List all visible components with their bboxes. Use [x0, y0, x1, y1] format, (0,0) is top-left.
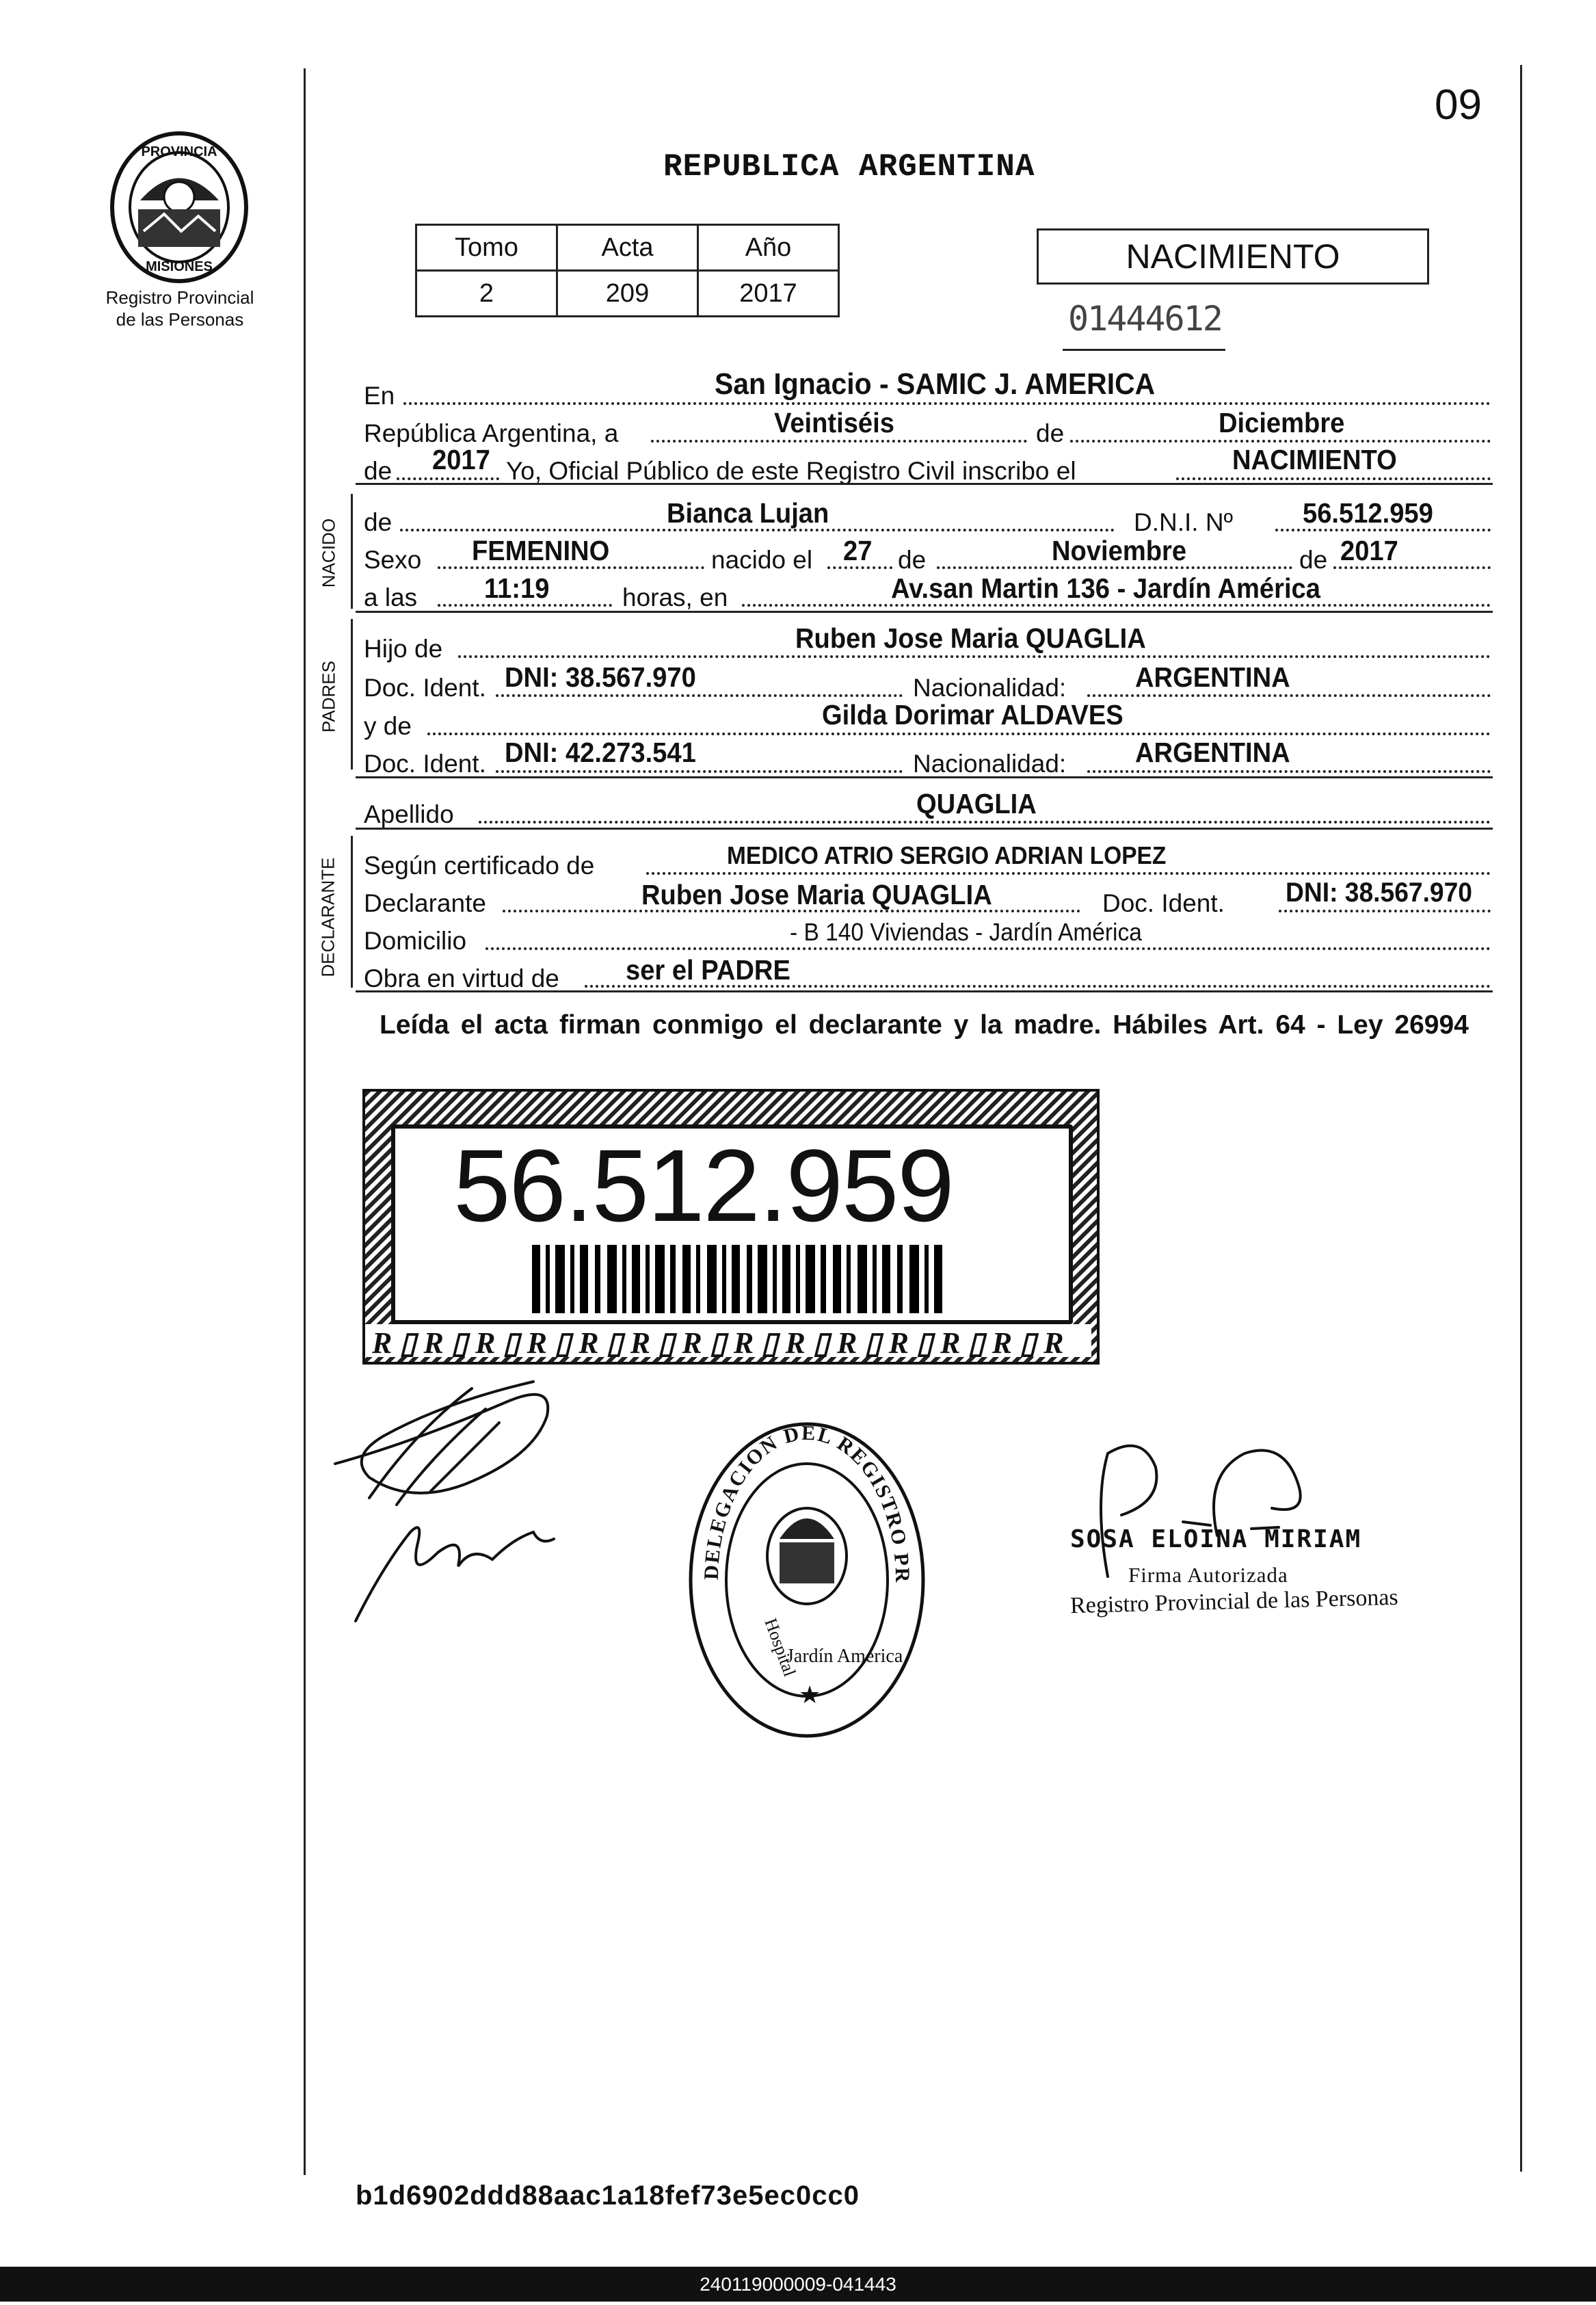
dots-doc-declarante: [1279, 910, 1491, 912]
label-declarante: Declarante: [364, 889, 486, 917]
rule-apellido: [356, 828, 1493, 830]
value-dia-nacido: 27: [843, 535, 873, 566]
svg-text:R ▯ R ▯ R ▯ R ▯ R ▯ R ▯ R ▯ R: R ▯ R ▯ R ▯ R ▯ R ▯ R ▯ R ▯ R ▯ R ▯ R ▯ R ▯ R ▯ R ▯ R: [372, 1326, 1064, 1357]
value-certificado: MEDICO ATRIO SERGIO ADRIAN LOPEZ: [727, 841, 1167, 869]
value-tomo: 2: [416, 271, 557, 317]
official-stamp: [684, 1416, 930, 1744]
label-hijo-de: Hijo de: [364, 635, 443, 663]
dots-madre: [427, 733, 1491, 735]
value-nac-madre: ARGENTINA: [1135, 737, 1290, 768]
label-certificado: Según certificado de: [364, 852, 595, 880]
label-domicilio: Domicilio: [364, 927, 467, 955]
dots-certificado: [646, 872, 1491, 875]
padres-sidebar: [351, 619, 353, 769]
page-number: 09: [1435, 81, 1482, 129]
document-hash: b1d6902ddd88aac1a18fef73e5ec0cc0: [356, 2181, 860, 2211]
dots-nac-padre: [1087, 694, 1491, 697]
dots-doc-madre: [496, 770, 903, 773]
dots-sexo: [438, 566, 704, 569]
value-madre: Gilda Dorimar ALDAVES: [822, 699, 1123, 730]
value-hora: 11:19: [484, 572, 550, 604]
value-nombre: Bianca Lujan: [667, 497, 829, 529]
label-de-anio-nacido: de: [1299, 546, 1328, 574]
label-en: En: [364, 382, 395, 410]
serial-number: 01444612: [1068, 299, 1222, 339]
rule-padres: [356, 776, 1493, 778]
label-de-anio: de: [364, 457, 393, 485]
dots-apellido: [479, 821, 1491, 824]
dots-mes-nacido: [937, 566, 1292, 569]
header-anio: Año: [698, 225, 839, 271]
section-padres: PADRES: [318, 661, 339, 733]
label-de-mes: de: [1036, 419, 1065, 447]
footer-bar: [0, 2267, 1596, 2302]
section-nacido: NACIDO: [318, 518, 339, 588]
dots-hora: [438, 604, 612, 607]
value-acta: 209: [557, 271, 698, 317]
value-dia: Veintiséis: [774, 407, 894, 438]
label-apellido: Apellido: [364, 800, 454, 828]
label-sexo: Sexo: [364, 546, 422, 574]
reference-table: [415, 224, 840, 317]
dots-lugar-nacido: [742, 604, 1491, 607]
label-doc-declarante: Doc. Ident.: [1102, 889, 1225, 917]
label-doc-madre: Doc. Ident.: [364, 750, 486, 778]
barcode-icon: [532, 1245, 942, 1313]
label-y-de: y de: [364, 712, 412, 740]
dots-dia-nacido: [827, 566, 892, 569]
label-nac-padre: Nacionalidad:: [913, 674, 1067, 702]
dots-anio: [397, 477, 499, 480]
svg-text:Hospital: Hospital: [760, 1616, 800, 1679]
dots-anio-nacido: [1333, 566, 1491, 569]
value-tipo: NACIMIENTO: [1232, 444, 1397, 475]
value-mes: Diciembre: [1219, 407, 1345, 438]
record-type-box: [1037, 228, 1429, 285]
right-margin-line: [1520, 65, 1522, 2172]
official-title: Firma Autorizada: [1128, 1563, 1288, 1587]
security-pattern-strip: [365, 1324, 1091, 1357]
serial-underline: [1063, 349, 1225, 351]
label-a-las: a las: [364, 583, 418, 611]
value-sexo: FEMENINO: [472, 535, 610, 566]
value-dni-nacido: 56.512.959: [1303, 497, 1433, 529]
svg-text:★: ★: [799, 1681, 821, 1709]
label-horas-en: horas, en: [622, 583, 728, 611]
value-doc-declarante: DNI: 38.567.970: [1286, 878, 1472, 908]
dots-doc-padre: [496, 694, 903, 697]
label-republica: República Argentina, a: [364, 419, 619, 447]
value-declarante: Ruben Jose Maria QUAGLIA: [641, 879, 992, 910]
record-type: NACIMIENTO: [1126, 237, 1340, 276]
svg-text:Jardín América: Jardín América: [786, 1646, 903, 1667]
official-name: SOSA ELOINA MIRIAM: [1070, 1525, 1362, 1553]
svg-text:MISIONES: MISIONES: [146, 259, 213, 274]
dni-barcode-number: 56.512.959: [453, 1128, 953, 1243]
svg-text:DELEGACION DEL REGISTRO PROVIN: DELEGACION DEL REGISTRO PR: [700, 1421, 914, 1584]
official-signature: [1080, 1433, 1340, 1583]
dots-mes: [1070, 440, 1491, 443]
value-apellido: QUAGLIA: [916, 788, 1037, 819]
dots-lugar: [403, 402, 1491, 405]
section-declarante: DECLARANTE: [317, 857, 338, 977]
label-dni-nacido: D.N.I. Nº: [1134, 508, 1234, 536]
value-lugar-nacido: Av.san Martin 136 - Jardín América: [891, 572, 1320, 604]
label-de-mes-nacido: de: [898, 546, 927, 574]
value-nac-padre: ARGENTINA: [1135, 661, 1290, 693]
dots-dni-nacido: [1275, 529, 1491, 531]
closing-text: Leída el acta firman conmigo el declarante y la madre. Hábiles Art. 64 - Ley 26994: [380, 1010, 1469, 1040]
label-nacido-el: nacido el: [711, 546, 813, 574]
dots-tipo: [1176, 477, 1491, 480]
svg-text:PROVINCIA: PROVINCIA: [141, 144, 217, 159]
label-de-nombre: de: [364, 508, 393, 536]
value-doc-madre: DNI: 42.273.541: [505, 737, 696, 768]
declarant-signature: [328, 1361, 602, 1635]
dots-nombre: [400, 529, 1115, 531]
footer-id: 240119000009-041443: [700, 2274, 896, 2295]
label-doc-padre: Doc. Ident.: [364, 674, 486, 702]
value-doc-padre: DNI: 38.567.970: [505, 661, 696, 693]
province-logo: [103, 129, 256, 286]
dni-barcode-label: [362, 1089, 1100, 1365]
value-padre: Ruben Jose Maria QUAGLIA: [795, 622, 1146, 654]
value-anio: 2017: [698, 271, 839, 317]
declarante-sidebar: [351, 836, 353, 988]
value-anio: 2017: [432, 444, 490, 475]
value-lugar: San Ignacio - SAMIC J. AMERICA: [715, 367, 1156, 401]
dots-nac-madre: [1087, 770, 1491, 773]
rule-acta: [356, 483, 1493, 485]
label-nac-madre: Nacionalidad:: [913, 750, 1067, 778]
header-acta: Acta: [557, 225, 698, 271]
dots-padre: [458, 655, 1491, 658]
rule-nacido: [356, 611, 1493, 613]
label-yo: Yo, Oficial Público de este Registro Civil inscribo el: [506, 457, 1076, 485]
dni-barcode-inner: [391, 1124, 1073, 1324]
official-office: Registro Provincial de las Personas: [1069, 1584, 1399, 1619]
nacido-sidebar: [351, 494, 353, 609]
value-anio-nacido: 2017: [1340, 535, 1398, 566]
label-obra: Obra en virtud de: [364, 964, 559, 992]
value-mes-nacido: Noviembre: [1052, 535, 1187, 566]
value-obra: ser el PADRE: [626, 954, 790, 986]
rule-declarante: [356, 990, 1493, 992]
logo-caption-line1: Registro Provincial: [105, 287, 254, 308]
logo-caption-line2: de las Personas: [116, 309, 244, 330]
left-margin-line: [304, 68, 306, 2175]
value-domicilio: - B 140 Viviendas - Jardín América: [790, 918, 1142, 946]
document-title: REPUBLICA ARGENTINA: [663, 149, 1035, 185]
dots-dia: [651, 440, 1027, 443]
dots-domicilio: [486, 947, 1491, 950]
header-tomo: Tomo: [416, 225, 557, 271]
